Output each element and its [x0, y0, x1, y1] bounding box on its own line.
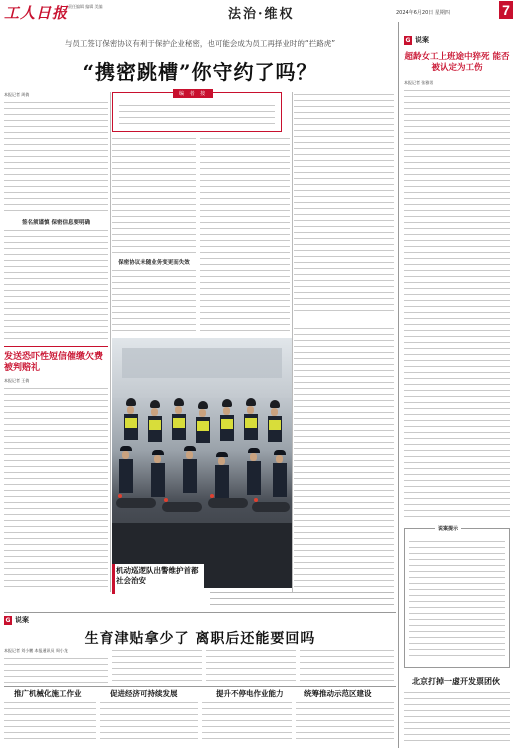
strip-body-3 — [202, 700, 292, 744]
lower-section-rule — [4, 612, 396, 613]
side-story-rule — [4, 346, 108, 347]
bottom-strip-rule — [4, 686, 396, 687]
lower-shuofa-label — [4, 616, 64, 626]
editor-note-text — [119, 103, 275, 127]
side-story-body — [4, 386, 108, 592]
lower-body-col3 — [206, 648, 296, 684]
lead-deck: 与员工签订保密协议有利于保护企业秘密，也可能会成为员工再择业时的“拦路虎” — [64, 39, 336, 48]
shuofa-icon: G — [5, 617, 11, 624]
lead-subhead-1: 签名须谨慎 保密信息要明确 — [22, 220, 90, 226]
editor-note-tag: 编 者 按 — [173, 89, 213, 98]
strip-headline-4[interactable]: 统筹推动示范区建设 — [304, 689, 372, 698]
strip-headline-1[interactable]: 推广机械化施工作业 — [14, 689, 82, 698]
lead-body-col4 — [294, 92, 394, 312]
lower-body-col1 — [4, 656, 108, 684]
lower-body-col2 — [112, 648, 202, 684]
case-tip-label: 说案提示 — [435, 525, 461, 532]
photo-caption: 机动巡逻队出警维护首都社会治安 — [116, 566, 199, 585]
case-tip-box — [404, 528, 510, 668]
strip-headline-2[interactable]: 促进经济可持续发展 — [110, 689, 178, 698]
side-story-byline: 本报记者 王倩 — [4, 378, 30, 383]
strip-headline-3[interactable]: 提升不停电作业能力 — [216, 689, 284, 698]
section-title: 法治·维权 — [228, 7, 295, 22]
lower-body-col4 — [300, 648, 394, 684]
side-story-headline[interactable]: 发送恐吓性短信催缴欠费被判赔礼 — [4, 352, 104, 373]
shuofa-icon: G — [405, 37, 411, 44]
right-bottom-headline[interactable]: 北京打掉一虚开发票团伙 — [412, 676, 500, 686]
strip-body-2 — [100, 700, 198, 744]
lead-headline[interactable]: “携密跳槽”你守约了吗？ — [82, 60, 318, 84]
paper-editor-credits: 责任编辑 编辑 美编 — [68, 4, 103, 9]
right-headline[interactable]: 超龄女工上班途中猝死 能否被认定为工伤 — [404, 52, 510, 73]
lead-body-col3 — [200, 136, 290, 334]
right-byline: 本报记者 张雅男 — [404, 80, 434, 85]
case-tip-text — [409, 539, 505, 661]
lead-subhead-2: 保密协议未随业务变更而失效 — [118, 260, 190, 266]
right-body — [404, 88, 510, 520]
police-patrol-photo — [112, 338, 292, 588]
right-bottom-body — [404, 690, 510, 744]
strip-body-4 — [296, 700, 394, 744]
lead-body-col1a — [4, 100, 108, 214]
lead-body-col2b — [112, 268, 196, 334]
issue-date: 2024年6月20日 星期四 — [396, 10, 450, 16]
lead-body-col2a — [112, 136, 196, 254]
photo-note — [210, 592, 394, 610]
lead-byline: 本报记者 周倩 — [4, 92, 30, 97]
lower-headline[interactable]: 生育津贴拿少了 离职后还能要回吗 — [84, 631, 316, 647]
shuofa-label-text: 说案 — [15, 616, 29, 624]
lead-body-col5 — [294, 326, 394, 588]
right-shuofa-label — [404, 36, 464, 46]
page-number: 7 — [499, 1, 513, 19]
column-rule-2 — [292, 92, 293, 592]
paper-name: 工人日报 — [4, 4, 69, 22]
lower-byline: 本报记者 刘小鹏 本报通讯员 周小龙 — [4, 648, 68, 653]
shuofa-label-text: 说案 — [415, 36, 429, 44]
strip-body-1 — [4, 700, 96, 744]
lead-body-col1b — [4, 228, 108, 340]
editor-note-box — [112, 92, 282, 132]
column-rule-1 — [110, 92, 111, 592]
